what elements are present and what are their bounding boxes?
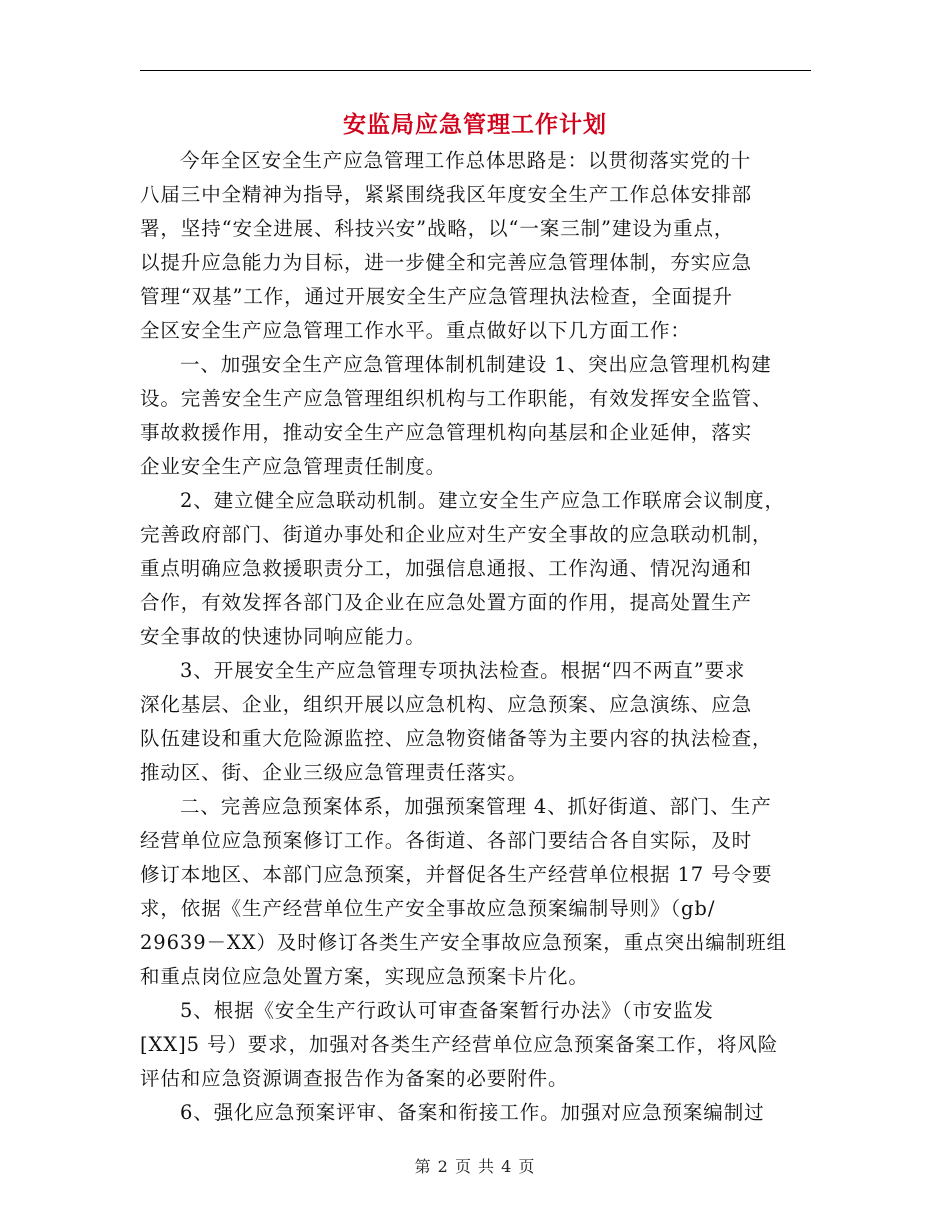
body-line: 企业安全生产应急管理责任制度。 [140,455,447,478]
body-line: 二、完善应急预案体系，加强预案管理 4、抓好街道、部门、生产 [180,795,772,818]
body-line: 管理“双基”工作，通过开展安全生产应急管理执法检查，全面提升 [140,285,733,308]
body-line: 以提升应急能力为目标，进一步健全和完善应急管理体制，夯实应急 [140,251,753,274]
body-line: 2、建立健全应急联动机制。建立安全生产应急工作联席会议制度， [180,489,785,512]
document-title: 安监局应急管理工作计划 [343,111,607,138]
body-line: 深化基层、企业，组织开展以应急机构、应急预案、应急演练、应急 [140,693,753,716]
body-line: 八届三中全精神为指导，紧紧围绕我区年度安全生产工作总体安排部 [140,183,753,206]
header-rule [140,70,811,71]
body-line: 修订本地区、本部门应急预案，并督促各生产经营单位根据 17 号令要 [140,863,773,886]
body-line: 和重点岗位应急处置方案，实现应急预案卡片化。 [140,965,589,988]
body-line: 推动区、街、企业三级应急管理责任落实。 [140,761,528,784]
body-line: 3、开展安全生产应急管理专项执法检查。根据“四不两直”要求 [180,659,746,682]
body-line: 事故救援作用，推动安全生产应急管理机构向基层和企业延伸，落实 [140,421,753,444]
body-line: 队伍建设和重大危险源监控、应急物资储备等为主要内容的执法检查， [140,727,773,750]
body-line: 完善政府部门、街道办事处和企业应对生产安全事故的应急联动机制， [140,523,773,546]
body-line: 评估和应急资源调查报告作为备案的必要附件。 [140,1067,569,1090]
body-line: 设。完善安全生产应急管理组织机构与工作职能，有效发挥安全监管、 [140,387,773,410]
body-line: 一、加强安全生产应急管理体制机制建设 1、突出应急管理机构建 [180,353,772,376]
body-line: 5、根据《安全生产行政认可审查备案暂行办法》（市安监发 [180,999,714,1022]
body-line: 安全事故的快速协同响应能力。 [140,625,426,648]
body-line: 29639－XX）及时修订各类生产安全事故应急预案，重点突出编制班组 [140,931,787,954]
body-line: 重点明确应急救援职责分工，加强信息通报、工作沟通、情况沟通和 [140,557,753,580]
body-line: 合作，有效发挥各部门及企业在应急处置方面的作用，提高处置生产 [140,591,753,614]
body-line: 署，坚持“安全进展、科技兴安”战略，以“一案三制”建设为重点， [140,217,735,240]
body-line: 经营单位应急预案修订工作。各街道、各部门要结合各自实际，及时 [140,829,753,852]
body-line: 求，依据《生产经营单位生产安全事故应急预案编制导则》（gb/ [140,897,716,920]
body-line: 6、强化应急预案评审、备案和衔接工作。加强对应急预案编制过 [180,1101,765,1124]
body-line: 全区安全生产应急管理工作水平。重点做好以下几方面工作： [140,319,691,342]
page-number-footer: 第 2 页 共 4 页 [414,1157,536,1176]
body-line: [XX]5 号）要求，加强对各类生产经营单位应急预案备案工作，将风险 [140,1033,779,1056]
body-line: 今年全区安全生产应急管理工作总体思路是：以贯彻落实党的十 [180,149,752,172]
document-body [140,144,816,1130]
